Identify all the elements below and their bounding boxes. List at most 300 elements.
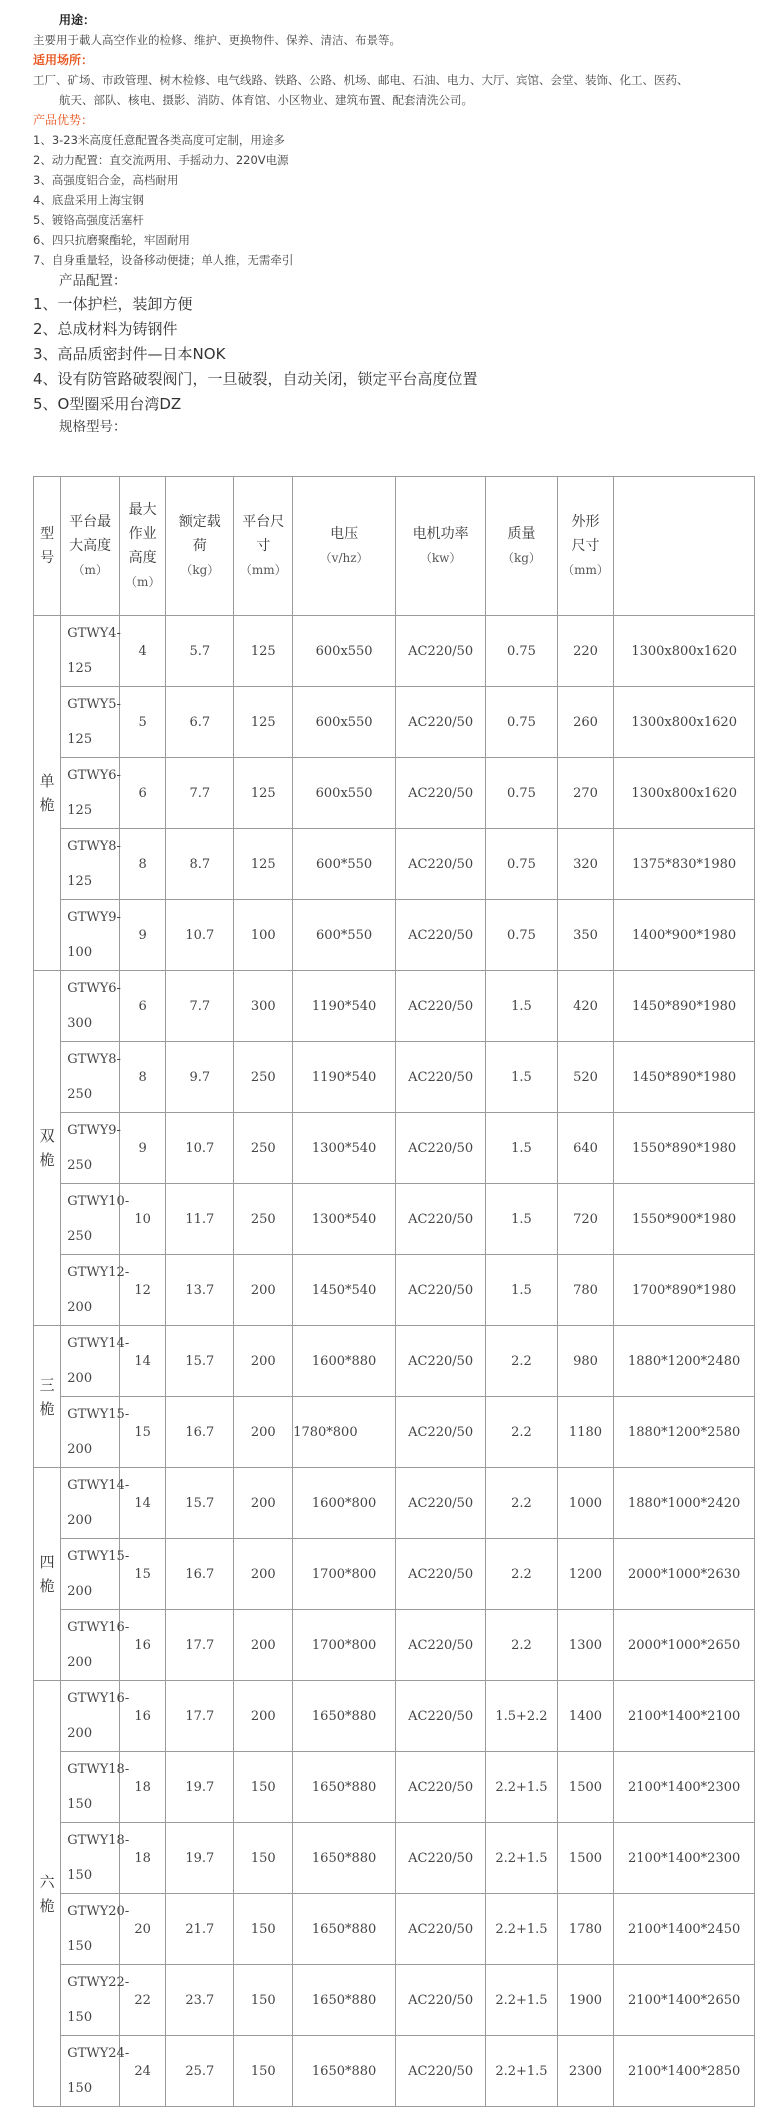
header-unit: （mm） <box>562 563 609 577</box>
voltage-cell: AC220/50 <box>396 1184 486 1255</box>
motor-power-cell: 2.2+1.5 <box>486 1965 557 2036</box>
model-capacity: 300 <box>67 1016 93 1031</box>
model-code: GTWY16- <box>67 1620 130 1635</box>
max-platform-height-cell: 24 <box>120 2036 166 2107</box>
header-label-line: 大高度 <box>69 538 112 554</box>
platform-size-cell: 1700*800 <box>293 1610 396 1681</box>
max-working-height-cell: 19.7 <box>166 1752 234 1823</box>
header-label-line: 外形 <box>571 514 600 530</box>
model-cell <box>61 1184 130 1255</box>
mass-cell: 1000 <box>557 1468 614 1539</box>
outer-size-cell: 1375*830*1980 <box>614 829 755 900</box>
voltage-cell: AC220/50 <box>396 1752 486 1823</box>
table-row <box>34 1326 755 1397</box>
max-working-height-cell: 10.7 <box>166 1113 234 1184</box>
group-label-cell <box>34 1681 61 2107</box>
max-platform-height-cell: 12 <box>120 1255 166 1326</box>
platform-size-cell: 600*550 <box>293 900 396 971</box>
max-working-height-cell: 21.7 <box>166 1894 234 1965</box>
rated-load-cell: 125 <box>234 616 293 687</box>
model-capacity: 200 <box>67 1300 93 1315</box>
voltage-cell: AC220/50 <box>396 971 486 1042</box>
model-cell <box>61 1752 130 1823</box>
config-item: 5、O型圈采用台湾DZ <box>33 395 182 413</box>
mass-cell: 2300 <box>557 2036 614 2107</box>
platform-size-cell: 1700*800 <box>293 1539 396 1610</box>
mass-cell: 260 <box>557 687 614 758</box>
table-row <box>34 2036 755 2107</box>
model-capacity: 200 <box>67 1726 93 1741</box>
rated-load-cell: 150 <box>234 1752 293 1823</box>
rated-load-cell: 150 <box>234 1894 293 1965</box>
rated-load-cell: 200 <box>234 1397 293 1468</box>
model-cell <box>61 1397 130 1468</box>
max-working-height-cell: 17.7 <box>166 1681 234 1752</box>
max-working-height-cell: 16.7 <box>166 1539 234 1610</box>
model-capacity: 250 <box>67 1229 93 1244</box>
model-code: GTWY16- <box>67 1691 130 1706</box>
group-label-char: 双 <box>39 1127 55 1145</box>
mass-cell: 520 <box>557 1042 614 1113</box>
voltage-cell: AC220/50 <box>396 1326 486 1397</box>
model-code: GTWY8- <box>67 839 121 854</box>
max-working-height-cell: 8.7 <box>166 829 234 900</box>
max-working-height-cell: 9.7 <box>166 1042 234 1113</box>
motor-power-cell: 2.2+1.5 <box>486 1752 557 1823</box>
mass-cell: 1200 <box>557 1539 614 1610</box>
header-cell <box>34 477 61 616</box>
group-label-char: 桅 <box>39 1151 55 1169</box>
max-platform-height-cell: 5 <box>120 687 166 758</box>
voltage-cell: AC220/50 <box>396 900 486 971</box>
mass-cell: 220 <box>557 616 614 687</box>
voltage-cell: AC220/50 <box>396 1113 486 1184</box>
platform-size-cell: 600x550 <box>293 687 396 758</box>
motor-power-cell: 2.2+1.5 <box>486 1894 557 1965</box>
mass-cell: 1780 <box>557 1894 614 1965</box>
max-platform-height-cell: 22 <box>120 1965 166 2036</box>
voltage-cell: AC220/50 <box>396 1894 486 1965</box>
max-working-height-cell: 7.7 <box>166 971 234 1042</box>
group-label-cell <box>34 1326 61 1468</box>
rated-load-cell: 200 <box>234 1255 293 1326</box>
mass-cell: 1300 <box>557 1610 614 1681</box>
places-line-2: 航天、部队、核电、摄影、消防、体育馆、小区物业、建筑布置、配套清洗公司。 <box>59 93 473 107</box>
outer-size-cell: 2100*1400*2850 <box>614 2036 755 2107</box>
table-row <box>34 900 755 971</box>
mass-cell: 320 <box>557 829 614 900</box>
max-platform-height-cell: 6 <box>120 758 166 829</box>
outer-size-cell: 1450*890*1980 <box>614 971 755 1042</box>
voltage-cell: AC220/50 <box>396 1681 486 1752</box>
group-label-char: 桅 <box>39 1896 55 1915</box>
voltage-cell: AC220/50 <box>396 687 486 758</box>
rated-load-cell: 200 <box>234 1610 293 1681</box>
model-cell <box>61 1326 130 1397</box>
spec-table <box>33 476 755 2107</box>
voltage-cell: AC220/50 <box>396 829 486 900</box>
spec-heading: 规格型号： <box>59 419 127 435</box>
mass-cell: 1500 <box>557 1752 614 1823</box>
outer-size-cell: 1880*1000*2420 <box>614 1468 755 1539</box>
model-cell <box>61 758 120 829</box>
platform-size-cell: 1300*540 <box>293 1113 396 1184</box>
model-cell <box>61 1823 130 1894</box>
voltage-cell: AC220/50 <box>396 1468 486 1539</box>
model-cell <box>61 687 120 758</box>
usage-heading: 用途： <box>59 13 96 27</box>
platform-size-cell: 1600*800 <box>293 1468 396 1539</box>
header-unit: （kw） <box>419 551 462 565</box>
advantage-item: 2、动力配置：直交流两用、手摇动力、220V电源 <box>33 153 289 167</box>
outer-size-cell: 2100*1400*2650 <box>614 1965 755 2036</box>
table-row <box>34 1042 755 1113</box>
header-cell <box>61 477 120 616</box>
voltage-cell: AC220/50 <box>396 1965 486 2036</box>
model-code: GTWY24- <box>67 2046 130 2061</box>
motor-power-cell: 1.5 <box>486 1042 557 1113</box>
model-capacity: 125 <box>67 732 93 747</box>
advantage-item: 6、四只抗磨聚酯轮，牢固耐用 <box>33 233 190 247</box>
model-capacity: 200 <box>67 1584 93 1599</box>
rated-load-cell: 250 <box>234 1042 293 1113</box>
max-platform-height-cell: 9 <box>120 1113 166 1184</box>
rated-load-cell: 150 <box>234 1965 293 2036</box>
group-label-char: 四 <box>39 1553 55 1571</box>
max-working-height-cell: 7.7 <box>166 758 234 829</box>
max-platform-height-cell: 6 <box>120 971 166 1042</box>
table-row <box>34 1113 755 1184</box>
platform-size-cell: 1600*880 <box>293 1326 396 1397</box>
model-code: GTWY12- <box>67 1265 130 1280</box>
model-code: GTWY22- <box>67 1975 130 1990</box>
motor-power-cell: 2.2 <box>486 1610 557 1681</box>
outer-size-cell: 1550*900*1980 <box>614 1184 755 1255</box>
voltage-cell: AC220/50 <box>396 2036 486 2107</box>
outer-size-cell: 1300x800x1620 <box>614 616 755 687</box>
max-platform-height-cell: 16 <box>120 1681 166 1752</box>
max-working-height-cell: 11.7 <box>166 1184 234 1255</box>
table-row <box>34 1965 755 2036</box>
model-code: GTWY15- <box>67 1407 130 1422</box>
group-label-cell <box>34 971 61 1326</box>
max-platform-height-cell: 8 <box>120 1042 166 1113</box>
table-row <box>34 1894 755 1965</box>
voltage-cell: AC220/50 <box>396 1823 486 1894</box>
max-working-height-cell: 15.7 <box>166 1326 234 1397</box>
header-cell <box>396 477 486 616</box>
header-label-line: 型 <box>40 526 55 542</box>
motor-power-cell: 2.2 <box>486 1468 557 1539</box>
advantage-item: 3、高强度铝合金，高档耐用 <box>33 173 179 187</box>
motor-power-cell: 2.2+1.5 <box>486 1823 557 1894</box>
model-capacity: 150 <box>67 1797 93 1812</box>
header-label-line: 荷 <box>192 538 207 554</box>
max-platform-height-cell: 15 <box>120 1397 166 1468</box>
max-working-height-cell: 15.7 <box>166 1468 234 1539</box>
config-item: 4、设有防管路破裂阀门，一旦破裂，自动关闭，锁定平台高度位置 <box>33 370 478 388</box>
mass-cell: 270 <box>557 758 614 829</box>
mass-cell: 420 <box>557 971 614 1042</box>
header-label-line: 额定载 <box>178 514 221 530</box>
table-row <box>34 1610 755 1681</box>
voltage-cell: AC220/50 <box>396 616 486 687</box>
advantage-item: 1、3-23米高度任意配置各类高度可定制，用途多 <box>33 133 285 147</box>
platform-size-cell: 1190*540 <box>293 971 396 1042</box>
platform-size-cell: 1650*880 <box>293 1965 396 2036</box>
group-label-char: 三 <box>39 1375 55 1394</box>
rated-load-cell: 125 <box>234 687 293 758</box>
outer-size-cell: 2100*1400*2450 <box>614 1894 755 1965</box>
max-working-height-cell: 5.7 <box>166 616 234 687</box>
model-cell <box>61 971 120 1042</box>
group-label-char: 六 <box>39 1872 55 1891</box>
max-working-height-cell: 23.7 <box>166 1965 234 2036</box>
platform-size-cell: 600x550 <box>293 758 396 829</box>
model-code: GTWY14- <box>67 1336 130 1351</box>
outer-size-cell: 2000*1000*2650 <box>614 1610 755 1681</box>
rated-load-cell: 250 <box>234 1113 293 1184</box>
voltage-cell: AC220/50 <box>396 1539 486 1610</box>
table-row <box>34 1468 755 1539</box>
model-capacity: 200 <box>67 1655 93 1670</box>
max-working-height-cell: 16.7 <box>166 1397 234 1468</box>
outer-size-cell: 2100*1400*2100 <box>614 1681 755 1752</box>
model-cell <box>61 1965 130 2036</box>
advantage-item: 5、镀铬高强度活塞杆 <box>33 213 144 227</box>
max-working-height-cell: 13.7 <box>166 1255 234 1326</box>
model-code: GTWY6- <box>67 768 121 783</box>
rated-load-cell: 250 <box>234 1184 293 1255</box>
header-unit: （m） <box>124 575 161 589</box>
model-code: GTWY20- <box>67 1904 130 1919</box>
model-cell <box>61 616 120 687</box>
outer-size-cell: 1450*890*1980 <box>614 1042 755 1113</box>
max-working-height-cell: 17.7 <box>166 1610 234 1681</box>
table-row <box>34 1681 755 1752</box>
header-unit: （kg） <box>501 551 541 565</box>
header-cell <box>166 477 234 616</box>
motor-power-cell: 1.5 <box>486 1184 557 1255</box>
group-label-cell <box>34 1468 61 1681</box>
model-cell <box>61 1539 130 1610</box>
platform-size-cell: 600x550 <box>293 616 396 687</box>
spec-table-header <box>34 477 755 616</box>
platform-size-cell: 1190*540 <box>293 1042 396 1113</box>
outer-size-cell: 1300x800x1620 <box>614 758 755 829</box>
group-label-char: 桅 <box>39 1577 55 1595</box>
header-unit: （kg） <box>180 563 220 577</box>
model-code: GTWY8- <box>67 1052 121 1067</box>
rated-load-cell: 200 <box>234 1468 293 1539</box>
voltage-cell: AC220/50 <box>396 758 486 829</box>
outer-size-cell: 1700*890*1980 <box>614 1255 755 1326</box>
model-capacity: 200 <box>67 1442 93 1457</box>
table-row <box>34 1255 755 1326</box>
voltage-cell: AC220/50 <box>396 1255 486 1326</box>
rated-load-cell: 125 <box>234 829 293 900</box>
header-unit: （v/hz） <box>319 551 369 565</box>
model-capacity: 100 <box>67 945 93 960</box>
config-item: 1、一体护栏，装卸方便 <box>33 295 193 313</box>
advantages-heading: 产品优势： <box>33 113 94 127</box>
platform-size-cell: 1650*880 <box>293 1894 396 1965</box>
header-unit: （m） <box>72 563 108 577</box>
model-cell <box>61 1681 130 1752</box>
platform-size-cell: 1650*880 <box>293 1752 396 1823</box>
voltage-cell: AC220/50 <box>396 1610 486 1681</box>
places-heading: 适用场所： <box>33 53 94 67</box>
max-working-height-cell: 25.7 <box>166 2036 234 2107</box>
outer-size-cell: 1400*900*1980 <box>614 900 755 971</box>
header-label-line: 平台最 <box>69 514 112 530</box>
model-capacity: 125 <box>67 874 93 889</box>
motor-power-cell: 1.5 <box>486 1255 557 1326</box>
header-cell <box>120 477 166 616</box>
model-code: GTWY10- <box>67 1194 130 1209</box>
platform-size-cell: 600*550 <box>293 829 396 900</box>
mass-cell: 1180 <box>557 1397 614 1468</box>
header-cell <box>234 477 293 616</box>
config-list <box>33 292 758 417</box>
model-capacity: 200 <box>67 1371 93 1386</box>
mass-cell: 1500 <box>557 1823 614 1894</box>
config-heading: 产品配置： <box>59 273 127 289</box>
max-platform-height-cell: 10 <box>120 1184 166 1255</box>
table-row <box>34 687 755 758</box>
rated-load-cell: 150 <box>234 1823 293 1894</box>
model-cell <box>61 1894 130 1965</box>
platform-size-cell: 1650*880 <box>293 1681 396 1752</box>
model-capacity: 125 <box>67 661 93 676</box>
voltage-cell: AC220/50 <box>396 1042 486 1113</box>
platform-size-cell: 1300*540 <box>293 1184 396 1255</box>
max-working-height-cell: 6.7 <box>166 687 234 758</box>
header-cell <box>614 477 755 616</box>
mass-cell: 350 <box>557 900 614 971</box>
max-platform-height-cell: 14 <box>120 1326 166 1397</box>
motor-power-cell: 0.75 <box>486 616 557 687</box>
motor-power-cell: 0.75 <box>486 829 557 900</box>
table-row <box>34 1823 755 1894</box>
intro-section <box>33 10 758 437</box>
motor-power-cell: 2.2 <box>486 1397 557 1468</box>
motor-power-cell: 0.75 <box>486 900 557 971</box>
model-code: GTWY6- <box>67 981 121 996</box>
advantages-list <box>33 130 758 270</box>
model-code: GTWY18- <box>67 1833 130 1848</box>
max-platform-height-cell: 15 <box>120 1539 166 1610</box>
header-cell <box>557 477 614 616</box>
header-cell <box>486 477 557 616</box>
platform-size-cell: 1650*880 <box>293 1823 396 1894</box>
motor-power-cell: 2.2 <box>486 1326 557 1397</box>
header-label-line: 电机功率 <box>412 526 469 542</box>
model-code: GTWY5- <box>67 697 121 712</box>
mass-cell: 720 <box>557 1184 614 1255</box>
mass-cell: 980 <box>557 1326 614 1397</box>
motor-power-cell: 0.75 <box>486 758 557 829</box>
outer-size-cell: 1300x800x1620 <box>614 687 755 758</box>
max-working-height-cell: 19.7 <box>166 1823 234 1894</box>
header-label-line: 高度 <box>128 550 157 566</box>
motor-power-cell: 2.2 <box>486 1539 557 1610</box>
group-label-char: 桅 <box>39 1399 55 1418</box>
model-cell <box>61 829 120 900</box>
group-label-char: 单 <box>39 772 55 790</box>
model-capacity: 150 <box>67 2010 93 2025</box>
header-label-line: 尺寸 <box>571 538 600 554</box>
rated-load-cell: 200 <box>234 1326 293 1397</box>
model-cell <box>61 2036 130 2107</box>
header-label-line: 作业 <box>128 526 157 542</box>
model-cell <box>61 900 120 971</box>
voltage-cell: AC220/50 <box>396 1397 486 1468</box>
mass-cell: 640 <box>557 1113 614 1184</box>
outer-size-cell: 1550*890*1980 <box>614 1113 755 1184</box>
motor-power-cell: 1.5+2.2 <box>486 1681 557 1752</box>
table-row <box>34 971 755 1042</box>
rated-load-cell: 100 <box>234 900 293 971</box>
model-cell <box>61 1113 120 1184</box>
spec-table-body <box>34 616 755 2107</box>
table-row <box>34 1184 755 1255</box>
rated-load-cell: 300 <box>234 971 293 1042</box>
outer-size-cell: 2000*1000*2630 <box>614 1539 755 1610</box>
rated-load-cell: 200 <box>234 1681 293 1752</box>
model-code: GTWY9- <box>67 910 121 925</box>
header-unit: （mm） <box>239 563 287 577</box>
group-label-char: 桅 <box>39 796 55 814</box>
max-working-height-cell: 10.7 <box>166 900 234 971</box>
model-capacity: 150 <box>67 1868 93 1883</box>
model-code: GTWY14- <box>67 1478 130 1493</box>
table-row <box>34 829 755 900</box>
max-platform-height-cell: 18 <box>120 1823 166 1894</box>
header-label-line: 平台尺 <box>242 514 285 530</box>
table-row <box>34 758 755 829</box>
places-line-1: 工厂、矿场、市政管理、树木检修、电气线路、铁路、公路、机场、邮电、石油、电力、大厅、宾馆、会堂、装饰、化工、医药、 <box>33 73 689 87</box>
motor-power-cell: 1.5 <box>486 971 557 1042</box>
model-capacity: 200 <box>67 1513 93 1528</box>
model-code: GTWY15- <box>67 1549 130 1564</box>
header-label-line: 寸 <box>256 538 271 554</box>
rated-load-cell: 200 <box>234 1539 293 1610</box>
config-item: 3、高品质密封件—日本NOK <box>33 345 226 363</box>
max-platform-height-cell: 8 <box>120 829 166 900</box>
usage-text: 主要用于載人高空作业的检修、维护、更换物件、保养、清洁、布景等。 <box>33 33 401 47</box>
advantage-item: 4、底盘采用上海宝钢 <box>33 193 144 207</box>
model-cell <box>61 1610 130 1681</box>
platform-size-cell: 1650*880 <box>293 2036 396 2107</box>
max-platform-height-cell: 4 <box>120 616 166 687</box>
mass-cell: 1900 <box>557 1965 614 2036</box>
max-platform-height-cell: 14 <box>120 1468 166 1539</box>
outer-size-cell: 2100*1400*2300 <box>614 1752 755 1823</box>
max-platform-height-cell: 9 <box>120 900 166 971</box>
model-code: GTWY4- <box>67 626 121 641</box>
rated-load-cell: 150 <box>234 2036 293 2107</box>
header-label-line: 最大 <box>128 502 157 518</box>
model-cell <box>61 1255 130 1326</box>
outer-size-cell: 1880*1200*2480 <box>614 1326 755 1397</box>
motor-power-cell: 2.2+1.5 <box>486 2036 557 2107</box>
model-capacity: 250 <box>67 1087 93 1102</box>
model-capacity: 125 <box>67 803 93 818</box>
platform-size-cell: 1780*800 <box>293 1397 396 1468</box>
header-label-line: 质量 <box>507 526 536 542</box>
model-capacity: 150 <box>67 2081 93 2096</box>
